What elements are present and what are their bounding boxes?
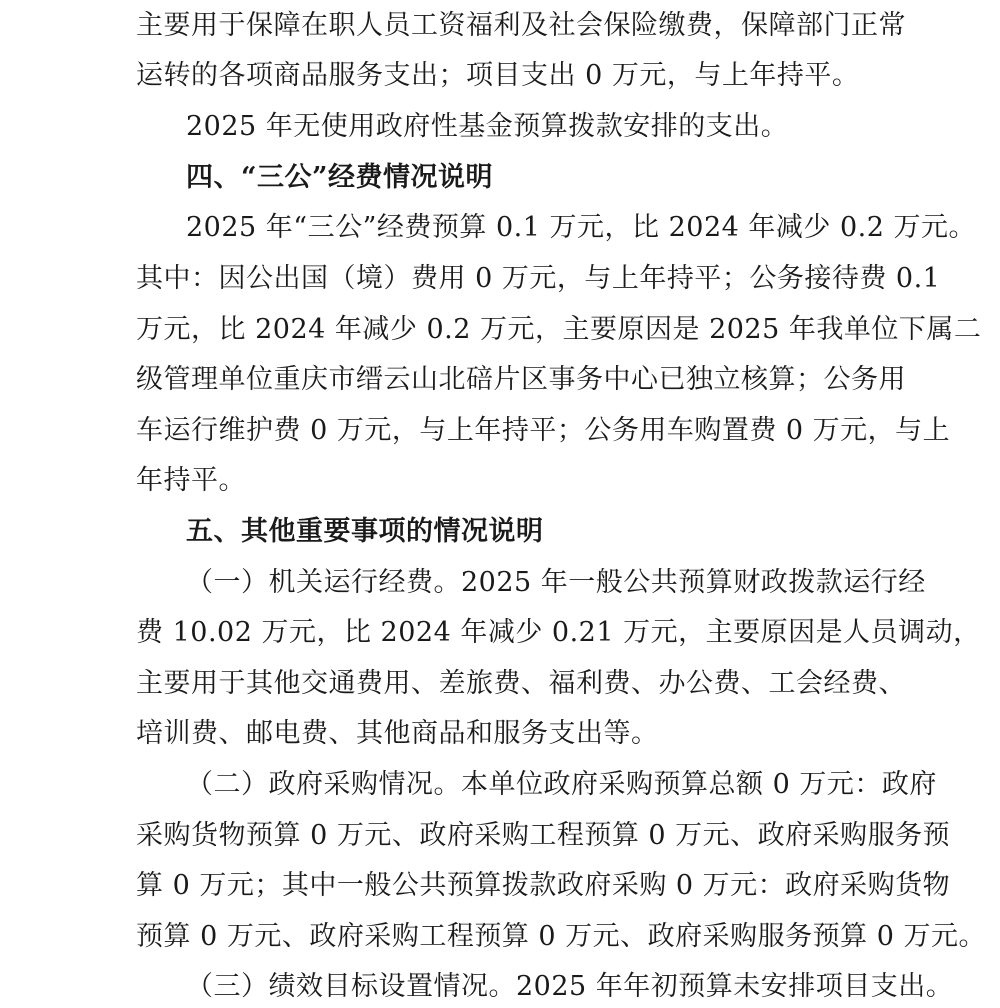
paragraph-line: （一）机关运行经费。2025 年一般公共预算财政拨款运行经 xyxy=(186,567,926,598)
paragraph-line: 主要用于保障在职人员工资福利及社会保险缴费，保障部门正常 xyxy=(136,10,906,41)
paragraph-line: 培训费、邮电费、其他商品和服务支出等。 xyxy=(136,718,659,749)
paragraph-line: 2025 年无使用政府性基金预算拨款安排的支出。 xyxy=(186,111,789,142)
paragraph-line: 万元，比 2024 年减少 0.2 万元，主要原因是 2025 年我单位下属二 xyxy=(136,314,982,345)
paragraph-line: 主要用于其他交通费用、差旅费、福利费、办公费、工会经费、 xyxy=(136,668,906,699)
paragraph-line: （三）绩效目标设置情况。2025 年年初预算未安排项目支出。 xyxy=(186,971,954,1002)
paragraph-line: （二）政府采购情况。本单位政府采购预算总额 0 万元：政府 xyxy=(186,769,937,800)
section-heading: 四、“三公”经费情况说明 xyxy=(186,162,494,193)
paragraph-line: 年持平。 xyxy=(136,465,246,496)
paragraph-line: 2025 年“三公”经费预算 0.1 万元，比 2024 年减少 0.2 万元。 xyxy=(186,212,976,243)
section-heading: 五、其他重要事项的情况说明 xyxy=(186,516,544,547)
paragraph-line: 采购货物预算 0 万元、政府采购工程预算 0 万元、政府采购服务预 xyxy=(136,820,951,851)
paragraph-line: 级管理单位重庆市缙云山北碚片区事务中心已独立核算；公务用 xyxy=(136,364,906,395)
paragraph-line: 费 10.02 万元，比 2024 年减少 0.21 万元，主要原因是人员调动， xyxy=(136,617,981,648)
paragraph-line: 预算 0 万元、政府采购工程预算 0 万元、政府采购服务预算 0 万元。 xyxy=(136,921,987,952)
paragraph-line: 运转的各项商品服务支出；项目支出 0 万元，与上年持平。 xyxy=(136,60,860,91)
paragraph-line: 其中：因公出国（境）费用 0 万元，与上年持平；公务接待费 0.1 xyxy=(136,263,941,294)
paragraph-line: 车运行维护费 0 万元，与上年持平；公务用车购置费 0 万元，与上 xyxy=(136,415,951,446)
paragraph-line: 算 0 万元；其中一般公共预算拨款政府采购 0 万元：政府采购货物 xyxy=(136,870,951,901)
